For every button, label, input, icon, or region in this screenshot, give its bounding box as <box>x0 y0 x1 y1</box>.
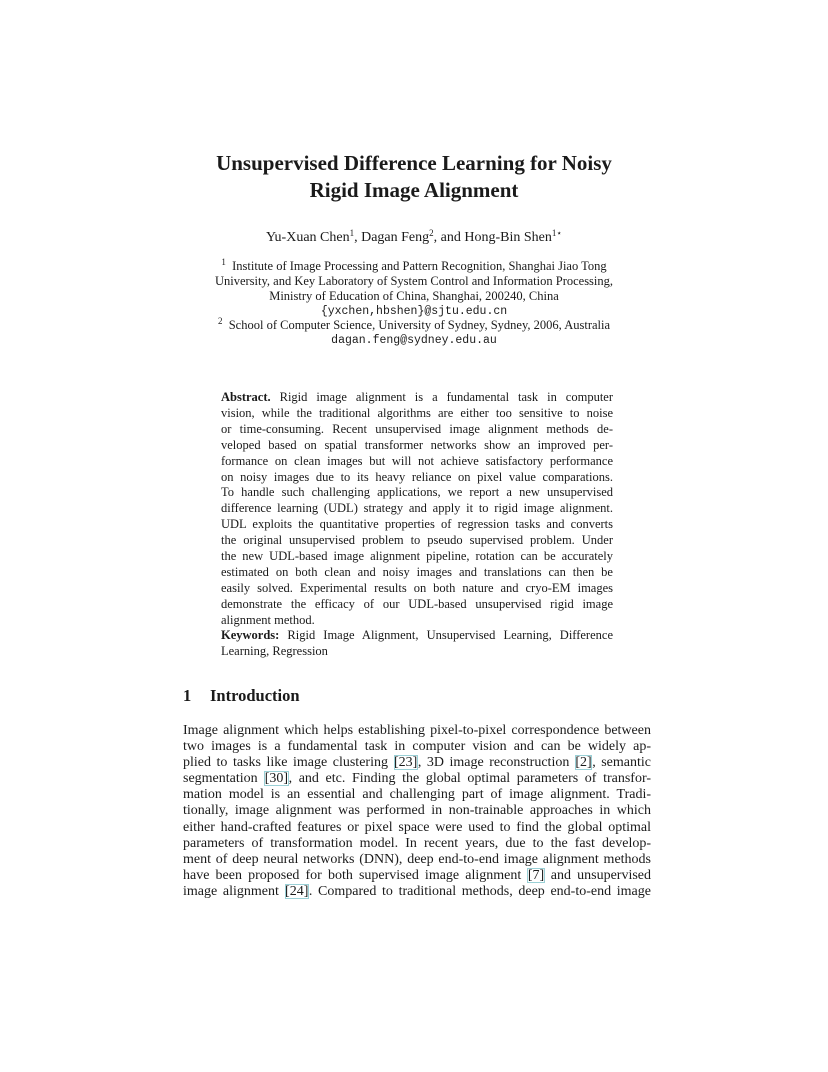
body-line <box>183 755 651 771</box>
paper-title <box>0 150 828 204</box>
section-number: 1 <box>183 686 192 705</box>
author-mark: 1⋆ <box>551 228 562 238</box>
abstract-line: formance on clean images but will not achieve satisfactory performance <box>221 453 613 468</box>
affiliation-line <box>150 318 678 333</box>
abstract-line: UDL exploits the quantitative properties of regression tasks and converts <box>221 517 613 532</box>
abstract-line: the new UDL-based image alignment pipeline, rotation can be accurately <box>221 549 613 564</box>
body-line <box>183 771 651 787</box>
body-line <box>183 868 651 884</box>
citation-link[interactable]: [2] <box>575 755 592 771</box>
abstract-line: estimated on both clean and noisy images and translations can then be <box>221 564 613 579</box>
body-line: either hand-crafted features or pixel space were used to find the global optimal <box>183 819 651 835</box>
abstract-line: vision, while the traditional algorithms are either too sensitive to noise <box>221 405 613 420</box>
author-separator: , <box>354 230 362 245</box>
affiliation-email[interactable]: {yxchen,hbshen}@sjtu.edu.cn <box>320 305 508 318</box>
citation-link[interactable]: [30] <box>264 771 289 787</box>
affiliation-line: Ministry of Education of China, Shanghai, 200240, China <box>269 289 559 303</box>
body-line <box>183 884 651 900</box>
title-line-2: Rigid Image Alignment <box>309 178 519 202</box>
keywords-text: Rigid Image Alignment, Unsupervised Learning, Difference <box>287 628 613 642</box>
abstract-line: veloped based on spatial transformer networks show an improved per- <box>221 437 613 452</box>
author-separator: , and <box>433 230 465 245</box>
author-list <box>0 229 828 247</box>
body-text-run: . Compared to traditional methods, deep end-to-end image <box>308 883 651 899</box>
abstract-line: difference learning (UDL) strategy and apply it to rigid image alignment. <box>221 501 613 516</box>
author-name: Hong-Bin Shen <box>464 230 552 245</box>
body-line: mation model is an essential and challenging part of image alignment. Tradi- <box>183 787 651 803</box>
affiliation-mark: 1 <box>221 257 226 267</box>
body-text-run: and unsupervised <box>544 867 651 883</box>
title-line-1: Unsupervised Difference Learning for Noisy <box>216 151 612 175</box>
citation-link[interactable]: [23] <box>394 755 418 771</box>
body-text-run: segmentation <box>183 771 265 787</box>
citation-link[interactable]: [7] <box>527 867 545 883</box>
abstract-line: or time-consuming. Recent unsupervised image alignment methods de- <box>221 421 613 436</box>
body-line: two images is a fundamental task in computer vision and can be widely ap- <box>183 739 651 755</box>
abstract-line: easily solved. Experimental results on both nature and cryo-EM images <box>221 580 613 595</box>
keywords-line <box>221 628 613 644</box>
affiliation-line <box>150 259 678 274</box>
author-mark: 1 <box>349 228 355 238</box>
abstract-line <box>221 390 613 406</box>
section-title: Introduction <box>210 686 300 705</box>
body-text-run: , 3D image reconstruction <box>417 755 575 771</box>
affiliation-text: School of Computer Science, University of Sydney, Sydney, 2006, Australia <box>228 318 611 332</box>
abstract-text: Rigid image alignment is a fundamental task in computer <box>279 390 613 404</box>
keywords <box>221 628 613 660</box>
author-mark: 2 <box>429 228 434 238</box>
affiliation-text: Institute of Image Processing and Pattern Recognition, Shanghai Jiao Tong <box>232 259 607 273</box>
author-name: Dagan Feng <box>361 230 430 245</box>
body-line: parameters of transformation model. In recent years, due to the fast develop- <box>183 835 651 851</box>
body-text-run: , semantic <box>592 755 651 771</box>
abstract-line: demonstrate the efficacy of our UDL-based unsupervised rigid image <box>221 596 613 611</box>
affiliation-line: University, and Key Laboratory of System Control and Information Processing, <box>214 274 614 288</box>
keywords-label: Keywords: <box>221 628 280 642</box>
affiliation-1 <box>150 259 678 319</box>
abstract-line: To handle such challenging applications, we report a new unsupervised <box>221 485 613 500</box>
body-line: Image alignment which helps establishing pixel-to-pixel correspondence between <box>183 723 651 738</box>
affiliation-mark: 2 <box>217 316 223 326</box>
body-text-run: have been proposed for both supervised image alignment <box>183 867 528 883</box>
author-name: Yu-Xuan Chen <box>265 230 350 245</box>
abstract-line: the original unsupervised problem to pseudo supervised problem. Under <box>221 533 613 548</box>
abstract-label: Abstract. <box>221 390 271 404</box>
affiliation-email[interactable]: dagan.feng@sydney.edu.au <box>331 334 497 347</box>
body-line: ment of deep neural networks (DNN), deep end-to-end image alignment methods <box>183 851 651 867</box>
abstract <box>221 390 613 629</box>
keywords-line: Learning, Regression <box>221 643 328 658</box>
affiliation-2 <box>150 318 678 348</box>
citation-link[interactable]: [24] <box>285 883 309 899</box>
body-line: tionally, image alignment was performed in non-trainable approaches in which <box>183 803 651 819</box>
abstract-line: on noisy images due to its heavy reliance on pixel value comparations. <box>221 469 613 484</box>
abstract-line: alignment method. <box>221 612 315 627</box>
body-text-run: plied to tasks like image clustering <box>183 755 394 771</box>
section-heading <box>183 686 300 706</box>
intro-paragraph <box>183 723 651 900</box>
body-text-run: image alignment <box>183 883 285 899</box>
body-text-run: , and etc. Finding the global optimal parameters of transfor- <box>288 771 651 787</box>
